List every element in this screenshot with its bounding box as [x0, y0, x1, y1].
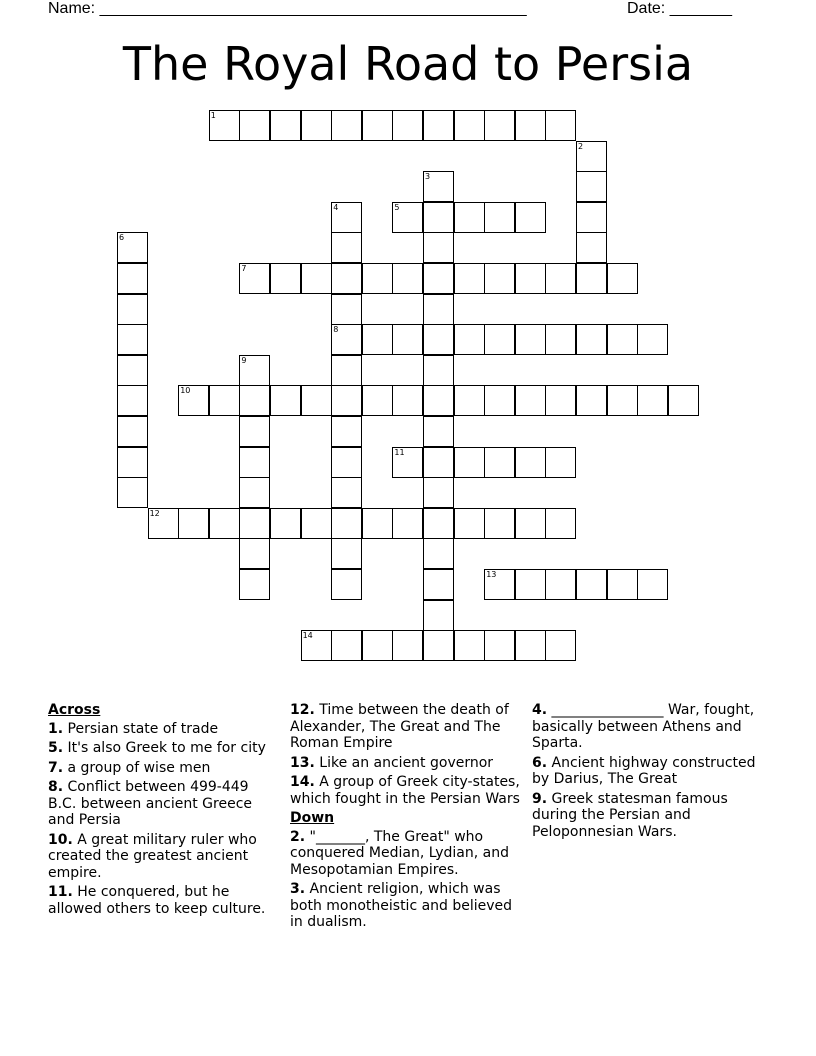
down-heading: Down: [290, 810, 335, 826]
grid-cell[interactable]: [484, 508, 515, 539]
clue-number: 6: [119, 233, 125, 243]
clues-column-3: [532, 702, 772, 843]
clue-number: 13: [486, 570, 497, 579]
grid-cell[interactable]: [423, 630, 454, 661]
grid-cell[interactable]: [454, 263, 485, 294]
grid-cell[interactable]: [515, 569, 546, 600]
grid-cell[interactable]: [515, 263, 546, 294]
grid-cell[interactable]: [423, 294, 454, 325]
grid-cell[interactable]: [576, 569, 607, 600]
clue-down-6: 6. Ancient highway constructed by Darius, The Great: [532, 754, 756, 787]
grid-cell[interactable]: [392, 447, 423, 478]
grid-cell[interactable]: [454, 324, 485, 355]
grid-cell[interactable]: [331, 110, 362, 141]
grid-cell[interactable]: [576, 324, 607, 355]
grid-cell[interactable]: [239, 508, 270, 539]
clue-down-3: 3. Ancient religion, which was both monotheistic and believed in dualism.: [290, 881, 513, 930]
grid-cell[interactable]: [331, 416, 362, 447]
grid-cell[interactable]: [576, 263, 607, 294]
grid-cell[interactable]: [515, 202, 546, 233]
clue-number: 9: [241, 355, 247, 365]
grid-cell[interactable]: [423, 416, 454, 447]
grid-cell[interactable]: [209, 110, 240, 141]
grid-cell[interactable]: [362, 324, 393, 355]
grid-cell[interactable]: [545, 508, 576, 539]
grid-cell[interactable]: [331, 263, 362, 294]
grid-cell[interactable]: [392, 508, 423, 539]
grid-cell[interactable]: [331, 232, 362, 263]
grid-cell[interactable]: [454, 110, 485, 141]
grid-cell[interactable]: [331, 324, 362, 355]
grid-cell[interactable]: [484, 569, 515, 600]
grid-cell[interactable]: [392, 324, 423, 355]
grid-cell[interactable]: [239, 569, 270, 600]
grid-cell[interactable]: [423, 355, 454, 386]
clues-column-1: [48, 702, 280, 920]
clue-down-2: 2. "_______, The Great" who conquered Median, Lydian, and Mesopotamian Empires.: [290, 828, 509, 878]
grid-cell[interactable]: [301, 508, 332, 539]
grid-cell[interactable]: [423, 324, 454, 355]
clue-number: 3: [425, 172, 431, 182]
grid-cell[interactable]: [607, 569, 638, 600]
grid-cell[interactable]: [637, 569, 668, 600]
grid-cell[interactable]: [270, 263, 301, 294]
grid-cell[interactable]: [117, 294, 148, 325]
grid-cell[interactable]: [423, 202, 454, 233]
grid-cell[interactable]: [178, 385, 209, 416]
grid-cell[interactable]: [637, 385, 668, 416]
grid-cell[interactable]: [117, 232, 148, 263]
grid-cell[interactable]: [545, 630, 576, 661]
grid-cell[interactable]: [423, 385, 454, 416]
grid-cell[interactable]: [331, 294, 362, 325]
clue-number: 14: [302, 631, 313, 641]
grid-cell[interactable]: [484, 324, 515, 355]
grid-cell[interactable]: [209, 508, 240, 539]
grid-cell[interactable]: [270, 110, 301, 141]
grid-cell[interactable]: [423, 263, 454, 294]
clue-across-8: 8. Conflict between 499-449 B.C. between ancient Greece and Persia: [48, 779, 253, 828]
grid-cell[interactable]: [423, 232, 454, 263]
clue-across-14: 14. A group of Greek city-states, which fought in the Persian Wars: [290, 774, 520, 807]
clue-number: 5: [394, 202, 400, 212]
grid-cell[interactable]: [239, 385, 270, 416]
grid-cell[interactable]: [117, 385, 148, 416]
grid-cell[interactable]: [392, 385, 423, 416]
grid-cell[interactable]: [423, 477, 454, 508]
grid-cell[interactable]: [362, 385, 393, 416]
grid-cell[interactable]: [484, 202, 515, 233]
grid-cell[interactable]: [209, 385, 240, 416]
grid-cell[interactable]: [515, 324, 546, 355]
grid-cell[interactable]: [545, 385, 576, 416]
grid-cell[interactable]: [301, 385, 332, 416]
across-heading: Across: [48, 702, 101, 718]
grid-cell[interactable]: [545, 110, 576, 141]
name-field[interactable]: Name: ________________________________________________: [48, 0, 527, 17]
grid-cell[interactable]: [576, 141, 607, 172]
grid-cell[interactable]: [515, 110, 546, 141]
grid-cell[interactable]: [668, 385, 699, 416]
grid-cell[interactable]: [484, 630, 515, 661]
grid-cell[interactable]: [301, 110, 332, 141]
grid-cell[interactable]: [576, 232, 607, 263]
grid-cell[interactable]: [545, 324, 576, 355]
grid-cell[interactable]: [148, 508, 179, 539]
clue-across-1: 1. Persian state of trade: [48, 720, 219, 737]
grid-cell[interactable]: [545, 263, 576, 294]
grid-cell[interactable]: [270, 385, 301, 416]
grid-cell[interactable]: [362, 263, 393, 294]
date-field[interactable]: Date: _______: [627, 0, 732, 17]
grid-cell[interactable]: [423, 538, 454, 569]
grid-cell[interactable]: [362, 630, 393, 661]
grid-cell[interactable]: [484, 447, 515, 478]
grid-cell[interactable]: [423, 110, 454, 141]
grid-cell[interactable]: [484, 263, 515, 294]
grid-cell[interactable]: [454, 202, 485, 233]
grid-cell[interactable]: [331, 202, 362, 233]
grid-cell[interactable]: [331, 630, 362, 661]
grid-cell[interactable]: [331, 447, 362, 478]
clue-across-11: 11. He conquered, but he allowed others to keep culture.: [48, 884, 266, 917]
clue-across-13: 13. Like an ancient governor: [290, 754, 494, 771]
grid-cell[interactable]: [117, 447, 148, 478]
grid-cell[interactable]: [545, 447, 576, 478]
clue-across-7: 7. a group of wise men: [48, 759, 211, 776]
grid-cell[interactable]: [178, 508, 209, 539]
clue-across-5: 5. It's also Greek to me for city: [48, 740, 266, 756]
grid-cell[interactable]: [423, 600, 454, 631]
clue-across-12: 12. Time between the death of Alexander, The Great and The Roman Empire: [290, 702, 509, 751]
clue-number: 1: [210, 111, 216, 120]
grid-cell[interactable]: [576, 385, 607, 416]
clue-number: 8: [333, 325, 339, 335]
grid-cell[interactable]: [331, 538, 362, 569]
grid-cell[interactable]: [117, 324, 148, 355]
grid-cell[interactable]: [515, 385, 546, 416]
grid-cell[interactable]: [423, 569, 454, 600]
grid-cell[interactable]: [331, 508, 362, 539]
grid-cell[interactable]: [545, 569, 576, 600]
grid-cell[interactable]: [270, 508, 301, 539]
grid-cell[interactable]: [331, 569, 362, 600]
grid-cell[interactable]: [454, 385, 485, 416]
grid-cell[interactable]: [484, 110, 515, 141]
grid-cell[interactable]: [239, 110, 270, 141]
grid-cell[interactable]: [607, 324, 638, 355]
grid-cell[interactable]: [607, 263, 638, 294]
grid-cell[interactable]: [454, 447, 485, 478]
grid-cell[interactable]: [117, 355, 148, 386]
grid-cell[interactable]: [239, 447, 270, 478]
grid-cell[interactable]: [454, 630, 485, 661]
grid-cell[interactable]: [331, 355, 362, 386]
grid-cell[interactable]: [331, 477, 362, 508]
grid-cell[interactable]: [392, 202, 423, 233]
clue-down-9: 9. Greek statesman famous during the Persian and Peloponnesian Wars.: [532, 790, 728, 840]
page-title: The Royal Road to Persia: [122, 37, 694, 91]
clue-number: 10: [180, 386, 191, 396]
grid-cell[interactable]: [301, 630, 332, 661]
grid-cell[interactable]: [454, 508, 485, 539]
clue-down-4: 4. ________________ War, fought, basically between Athens and Sparta.: [532, 702, 755, 751]
grid-cell[interactable]: [239, 477, 270, 508]
grid-cell[interactable]: [576, 202, 607, 233]
grid-cell[interactable]: [423, 447, 454, 478]
clue-number: 4: [333, 202, 339, 212]
grid-cell[interactable]: [117, 263, 148, 294]
grid-cell[interactable]: [117, 477, 148, 508]
clue-number: 12: [149, 508, 160, 518]
grid-cell[interactable]: [515, 630, 546, 661]
grid-cell[interactable]: [484, 385, 515, 416]
clue-number: 2: [578, 141, 584, 151]
grid-cell[interactable]: [576, 171, 607, 202]
grid-cell[interactable]: [239, 538, 270, 569]
grid-cell[interactable]: [392, 630, 423, 661]
grid-cell[interactable]: [423, 508, 454, 539]
grid-cell[interactable]: [392, 110, 423, 141]
grid-cell[interactable]: [331, 385, 362, 416]
grid-cell[interactable]: [239, 263, 270, 294]
clue-across-10: 10. A great military ruler who created the greatest ancient empire.: [48, 831, 257, 881]
grid-cell[interactable]: [301, 263, 332, 294]
grid-cell[interactable]: [239, 416, 270, 447]
clues-column-2: [290, 702, 526, 934]
grid-cell[interactable]: [423, 171, 454, 202]
grid-cell[interactable]: [637, 324, 668, 355]
grid-cell[interactable]: [117, 416, 148, 447]
clue-number: 11: [394, 447, 405, 457]
clue-number: 7: [241, 264, 247, 273]
grid-cell[interactable]: [362, 508, 393, 539]
grid-cell[interactable]: [607, 385, 638, 416]
grid-cell[interactable]: [515, 508, 546, 539]
grid-cell[interactable]: [239, 355, 270, 386]
grid-cell[interactable]: [392, 263, 423, 294]
grid-cell[interactable]: [515, 447, 546, 478]
grid-cell[interactable]: [362, 110, 393, 141]
